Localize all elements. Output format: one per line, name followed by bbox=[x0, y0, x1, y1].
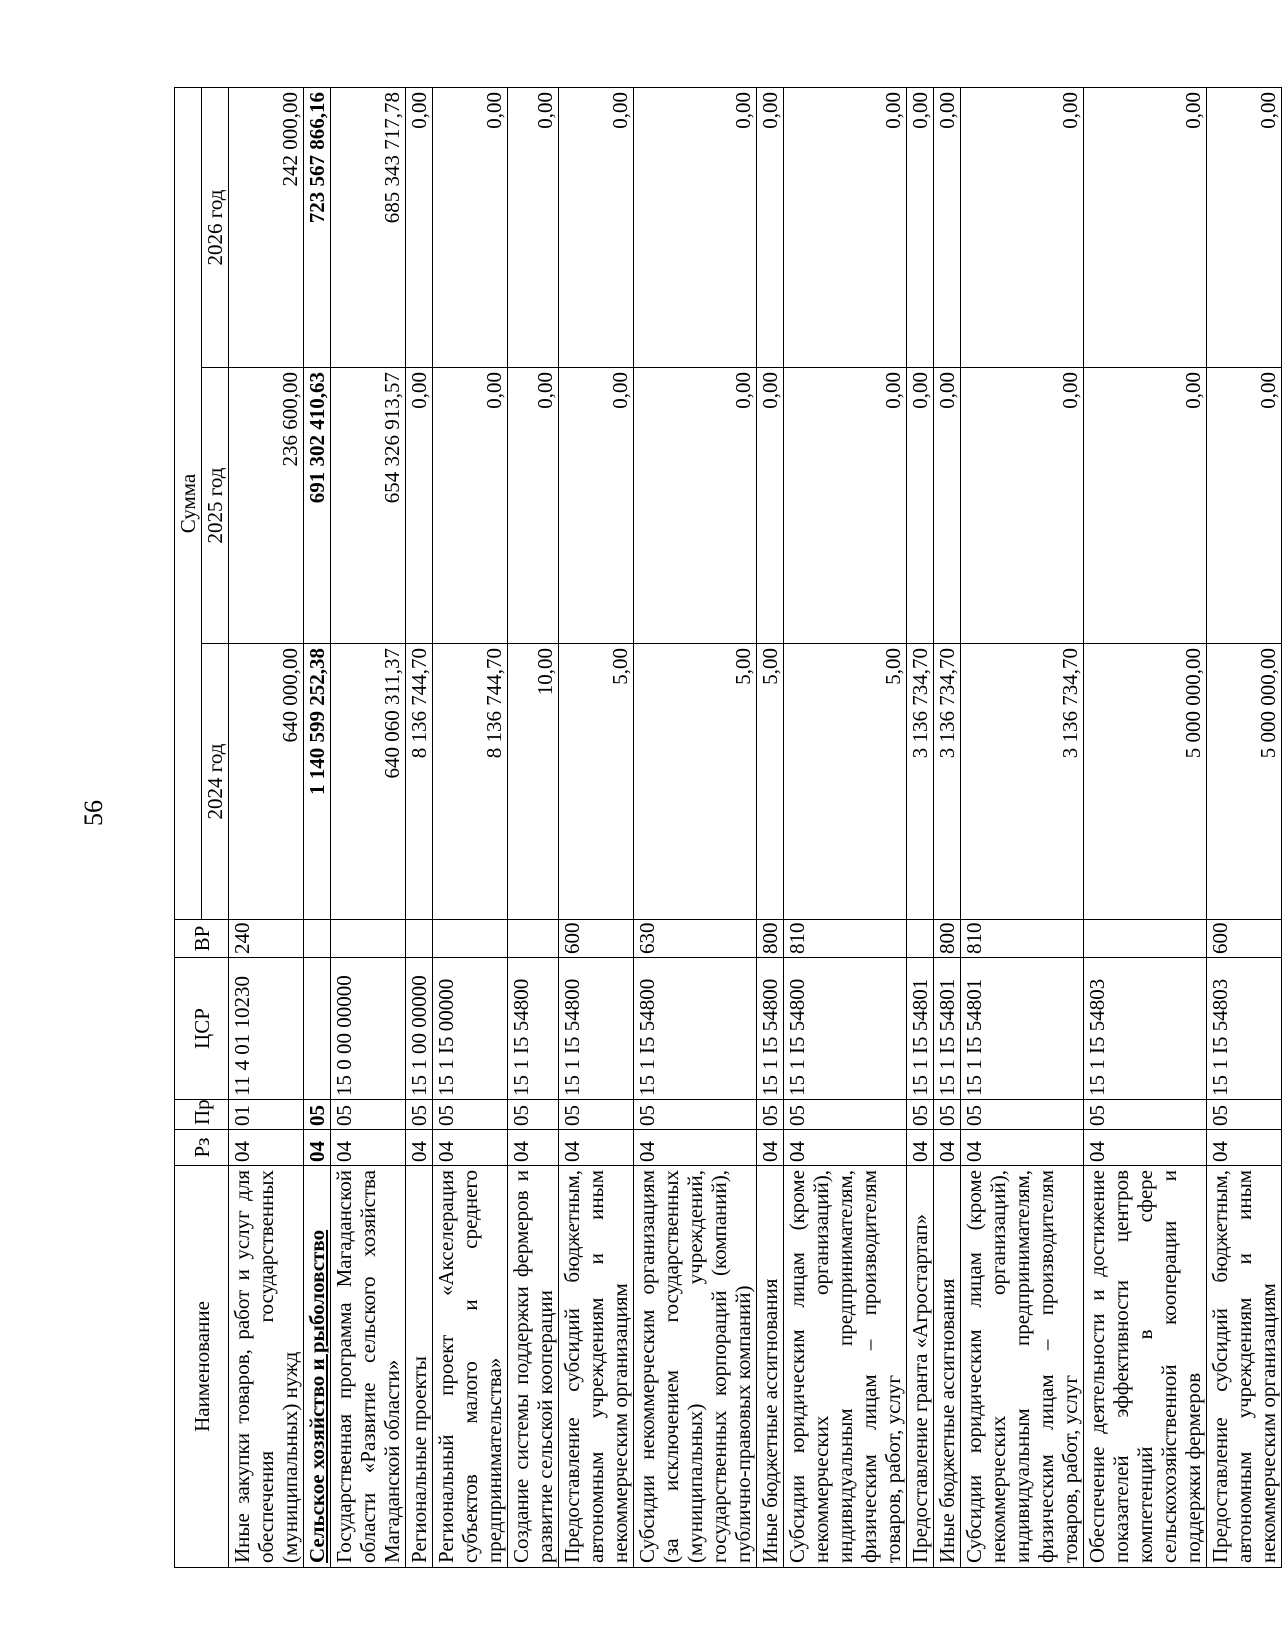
table-row bbox=[934, 87, 961, 1567]
row-sum-2025: 0,00 bbox=[907, 368, 934, 644]
row-sum-2025: 0,00 bbox=[757, 368, 784, 644]
row-vr: 800 bbox=[934, 920, 961, 958]
row-name: Предоставление субсидий бюджетным, автономным учреждениям и иным некоммерческим организациям bbox=[1207, 1166, 1282, 1568]
row-rz: 04 bbox=[406, 1130, 433, 1166]
row-name: Государственная программа Магаданской области «Развитие сельского хозяйства Магаданской области» bbox=[331, 1166, 406, 1568]
table-row bbox=[784, 87, 907, 1567]
row-sum-2024: 5,00 bbox=[757, 644, 784, 920]
row-csr: 15 1 I5 54801 bbox=[934, 958, 961, 1100]
row-pr: 05 bbox=[1084, 1100, 1207, 1130]
row-rz: 04 bbox=[961, 1130, 1084, 1166]
row-sum-2025: 0,00 bbox=[1084, 368, 1207, 644]
row-csr: 15 1 I5 54801 bbox=[961, 958, 1084, 1100]
row-sum-2026: 0,00 bbox=[961, 87, 1084, 367]
col-header-2024: 2024 год bbox=[202, 644, 229, 920]
row-sum-2025: 0,00 bbox=[433, 368, 508, 644]
row-sum-2026: 0,00 bbox=[433, 87, 508, 367]
row-sum-2025: 0,00 bbox=[634, 368, 757, 644]
row-vr bbox=[1084, 920, 1207, 958]
row-csr: 15 1 I5 00000 bbox=[433, 958, 508, 1100]
row-name: Региональные проекты bbox=[406, 1166, 433, 1568]
row-rz: 04 bbox=[1207, 1130, 1282, 1166]
row-name: Субсидии юридическим лицам (кроме некоммерческих организаций), индивидуальным предпринимателям, физическим лицам – производителям товаров, работ, услуг bbox=[784, 1166, 907, 1568]
row-pr: 05 bbox=[784, 1100, 907, 1130]
row-vr: 630 bbox=[634, 920, 757, 958]
row-rz: 04 bbox=[784, 1130, 907, 1166]
table-row bbox=[1084, 87, 1207, 1567]
row-csr: 15 1 I5 54800 bbox=[559, 958, 634, 1100]
row-vr bbox=[907, 920, 934, 958]
row-sum-2026: 0,00 bbox=[559, 87, 634, 367]
row-sum-2025: 0,00 bbox=[406, 368, 433, 644]
row-sum-2026: 0,00 bbox=[784, 87, 907, 367]
row-csr: 15 0 00 00000 bbox=[331, 958, 406, 1100]
table-row bbox=[433, 87, 508, 1567]
row-csr bbox=[304, 958, 331, 1100]
row-pr: 05 bbox=[634, 1100, 757, 1130]
row-sum-2024: 10,00 bbox=[508, 644, 559, 920]
table-row bbox=[304, 87, 331, 1567]
col-header-2025: 2025 год bbox=[202, 368, 229, 644]
row-sum-2025: 654 326 913,57 bbox=[331, 368, 406, 644]
page-number: 56 bbox=[79, 800, 108, 826]
row-rz: 04 bbox=[634, 1130, 757, 1166]
row-sum-2024: 8 136 744,70 bbox=[433, 644, 508, 920]
row-name: Предоставление субсидий бюджетным, автономным учреждениям и иным некоммерческим организациям bbox=[559, 1166, 634, 1568]
table-row bbox=[961, 87, 1084, 1567]
row-name: Обеспечение деятельности и достижение показателей эффективности центров компетенций в сфере сельскохозяйственной кооперации и поддержки фермеров bbox=[1084, 1166, 1207, 1568]
row-rz: 04 bbox=[433, 1130, 508, 1166]
row-vr: 240 bbox=[229, 920, 304, 958]
row-sum-2025: 0,00 bbox=[508, 368, 559, 644]
row-pr: 01 bbox=[229, 1100, 304, 1130]
row-rz: 04 bbox=[331, 1130, 406, 1166]
row-name: Иные бюджетные ассигнования bbox=[757, 1166, 784, 1568]
row-rz: 04 bbox=[1084, 1130, 1207, 1166]
col-header-pr: Пр bbox=[175, 1100, 229, 1130]
row-sum-2024: 5 000 000,00 bbox=[1084, 644, 1207, 920]
table-row bbox=[757, 87, 784, 1567]
row-sum-2026: 0,00 bbox=[508, 87, 559, 367]
row-rz: 04 bbox=[559, 1130, 634, 1166]
col-header-rz: Рз bbox=[175, 1130, 229, 1166]
row-sum-2026: 0,00 bbox=[934, 87, 961, 367]
row-csr: 15 1 I5 54800 bbox=[784, 958, 907, 1100]
table-row bbox=[1207, 87, 1282, 1567]
row-sum-2024: 5,00 bbox=[559, 644, 634, 920]
row-pr: 05 bbox=[304, 1100, 331, 1130]
row-sum-2024: 640 000,00 bbox=[229, 644, 304, 920]
row-sum-2025: 0,00 bbox=[784, 368, 907, 644]
row-sum-2026: 723 567 866,16 bbox=[304, 87, 331, 367]
row-vr bbox=[508, 920, 559, 958]
row-rz: 04 bbox=[229, 1130, 304, 1166]
col-header-name: Наименование bbox=[175, 1166, 229, 1568]
row-pr: 05 bbox=[406, 1100, 433, 1130]
row-sum-2024: 5,00 bbox=[634, 644, 757, 920]
row-sum-2026: 0,00 bbox=[757, 87, 784, 367]
budget-table bbox=[174, 87, 1282, 1568]
row-sum-2025: 0,00 bbox=[934, 368, 961, 644]
table-row bbox=[907, 87, 934, 1567]
row-csr: 15 1 I5 54800 bbox=[508, 958, 559, 1100]
row-name: Иные бюджетные ассигнования bbox=[934, 1166, 961, 1568]
table-row bbox=[508, 87, 559, 1567]
table-row bbox=[559, 87, 634, 1567]
row-pr: 05 bbox=[433, 1100, 508, 1130]
table-row bbox=[406, 87, 433, 1567]
row-name: Предоставление гранта «Агростартап» bbox=[907, 1166, 934, 1568]
row-vr: 810 bbox=[784, 920, 907, 958]
row-sum-2026: 0,00 bbox=[634, 87, 757, 367]
row-pr: 05 bbox=[934, 1100, 961, 1130]
row-name: Создание системы поддержки фермеров и развитие сельской кооперации bbox=[508, 1166, 559, 1568]
col-header-csr: ЦСР bbox=[175, 958, 229, 1100]
row-sum-2024: 640 060 311,37 bbox=[331, 644, 406, 920]
row-vr: 800 bbox=[757, 920, 784, 958]
header-row bbox=[175, 87, 202, 1567]
row-sum-2026: 685 343 717,78 bbox=[331, 87, 406, 367]
row-vr: 600 bbox=[559, 920, 634, 958]
row-sum-2024: 3 136 734,70 bbox=[907, 644, 934, 920]
row-csr: 15 1 I5 54800 bbox=[634, 958, 757, 1100]
row-rz: 04 bbox=[508, 1130, 559, 1166]
row-rz: 04 bbox=[304, 1130, 331, 1166]
table-row bbox=[331, 87, 406, 1567]
row-csr: 15 1 I5 54801 bbox=[907, 958, 934, 1100]
row-sum-2024: 5 000 000,00 bbox=[1207, 644, 1282, 920]
row-pr: 05 bbox=[1207, 1100, 1282, 1130]
row-rz: 04 bbox=[934, 1130, 961, 1166]
row-csr: 11 4 01 10230 bbox=[229, 958, 304, 1100]
col-header-sum: Сумма bbox=[175, 87, 202, 919]
row-csr: 15 1 I5 54800 bbox=[757, 958, 784, 1100]
row-vr bbox=[304, 920, 331, 958]
row-vr: 810 bbox=[961, 920, 1084, 958]
row-pr: 05 bbox=[559, 1100, 634, 1130]
row-sum-2026: 0,00 bbox=[1207, 87, 1282, 367]
row-pr: 05 bbox=[508, 1100, 559, 1130]
row-csr: 15 1 I5 54803 bbox=[1207, 958, 1282, 1100]
row-pr: 05 bbox=[961, 1100, 1084, 1130]
col-header-vr: ВР bbox=[175, 920, 229, 958]
row-sum-2026: 0,00 bbox=[907, 87, 934, 367]
row-sum-2024: 1 140 599 252,38 bbox=[304, 644, 331, 920]
row-sum-2024: 8 136 744,70 bbox=[406, 644, 433, 920]
row-sum-2024: 3 136 734,70 bbox=[934, 644, 961, 920]
row-sum-2024: 5,00 bbox=[784, 644, 907, 920]
row-pr: 05 bbox=[757, 1100, 784, 1130]
row-rz: 04 bbox=[757, 1130, 784, 1166]
col-header-2026: 2026 год bbox=[202, 87, 229, 367]
row-sum-2025: 0,00 bbox=[559, 368, 634, 644]
row-name: Субсидии юридическим лицам (кроме некоммерческих организаций), индивидуальным предпринимателям, физическим лицам – производителям товаров, работ, услуг bbox=[961, 1166, 1084, 1568]
row-pr: 05 bbox=[907, 1100, 934, 1130]
row-sum-2026: 0,00 bbox=[1084, 87, 1207, 367]
row-vr: 600 bbox=[1207, 920, 1282, 958]
table-row bbox=[634, 87, 757, 1567]
rotated-table-container bbox=[174, 88, 1280, 1568]
row-vr bbox=[433, 920, 508, 958]
row-sum-2025: 0,00 bbox=[961, 368, 1084, 644]
row-rz: 04 bbox=[907, 1130, 934, 1166]
row-sum-2024: 3 136 734,70 bbox=[961, 644, 1084, 920]
row-vr bbox=[331, 920, 406, 958]
row-name: Сельское хозяйство и рыболовство bbox=[304, 1166, 331, 1568]
row-csr: 15 1 00 00000 bbox=[406, 958, 433, 1100]
row-name: Субсидии некоммерческим организациям (за исключением государственных (муниципальных) учреждений, государственных корпораций (компаний), публично-правовых компаний) bbox=[634, 1166, 757, 1568]
row-pr: 05 bbox=[331, 1100, 406, 1130]
row-name: Региональный проект «Акселерация субъектов малого и среднего предпринимательства» bbox=[433, 1166, 508, 1568]
table-row bbox=[229, 87, 304, 1567]
row-sum-2025: 691 302 410,63 bbox=[304, 368, 331, 644]
row-sum-2026: 0,00 bbox=[406, 87, 433, 367]
row-name: Иные закупки товаров, работ и услуг для обеспечения государственных (муниципальных) нужд bbox=[229, 1166, 304, 1568]
row-sum-2026: 242 000,00 bbox=[229, 87, 304, 367]
row-csr: 15 1 I5 54803 bbox=[1084, 958, 1207, 1100]
row-vr bbox=[406, 920, 433, 958]
row-sum-2025: 236 600,00 bbox=[229, 368, 304, 644]
row-sum-2025: 0,00 bbox=[1207, 368, 1282, 644]
